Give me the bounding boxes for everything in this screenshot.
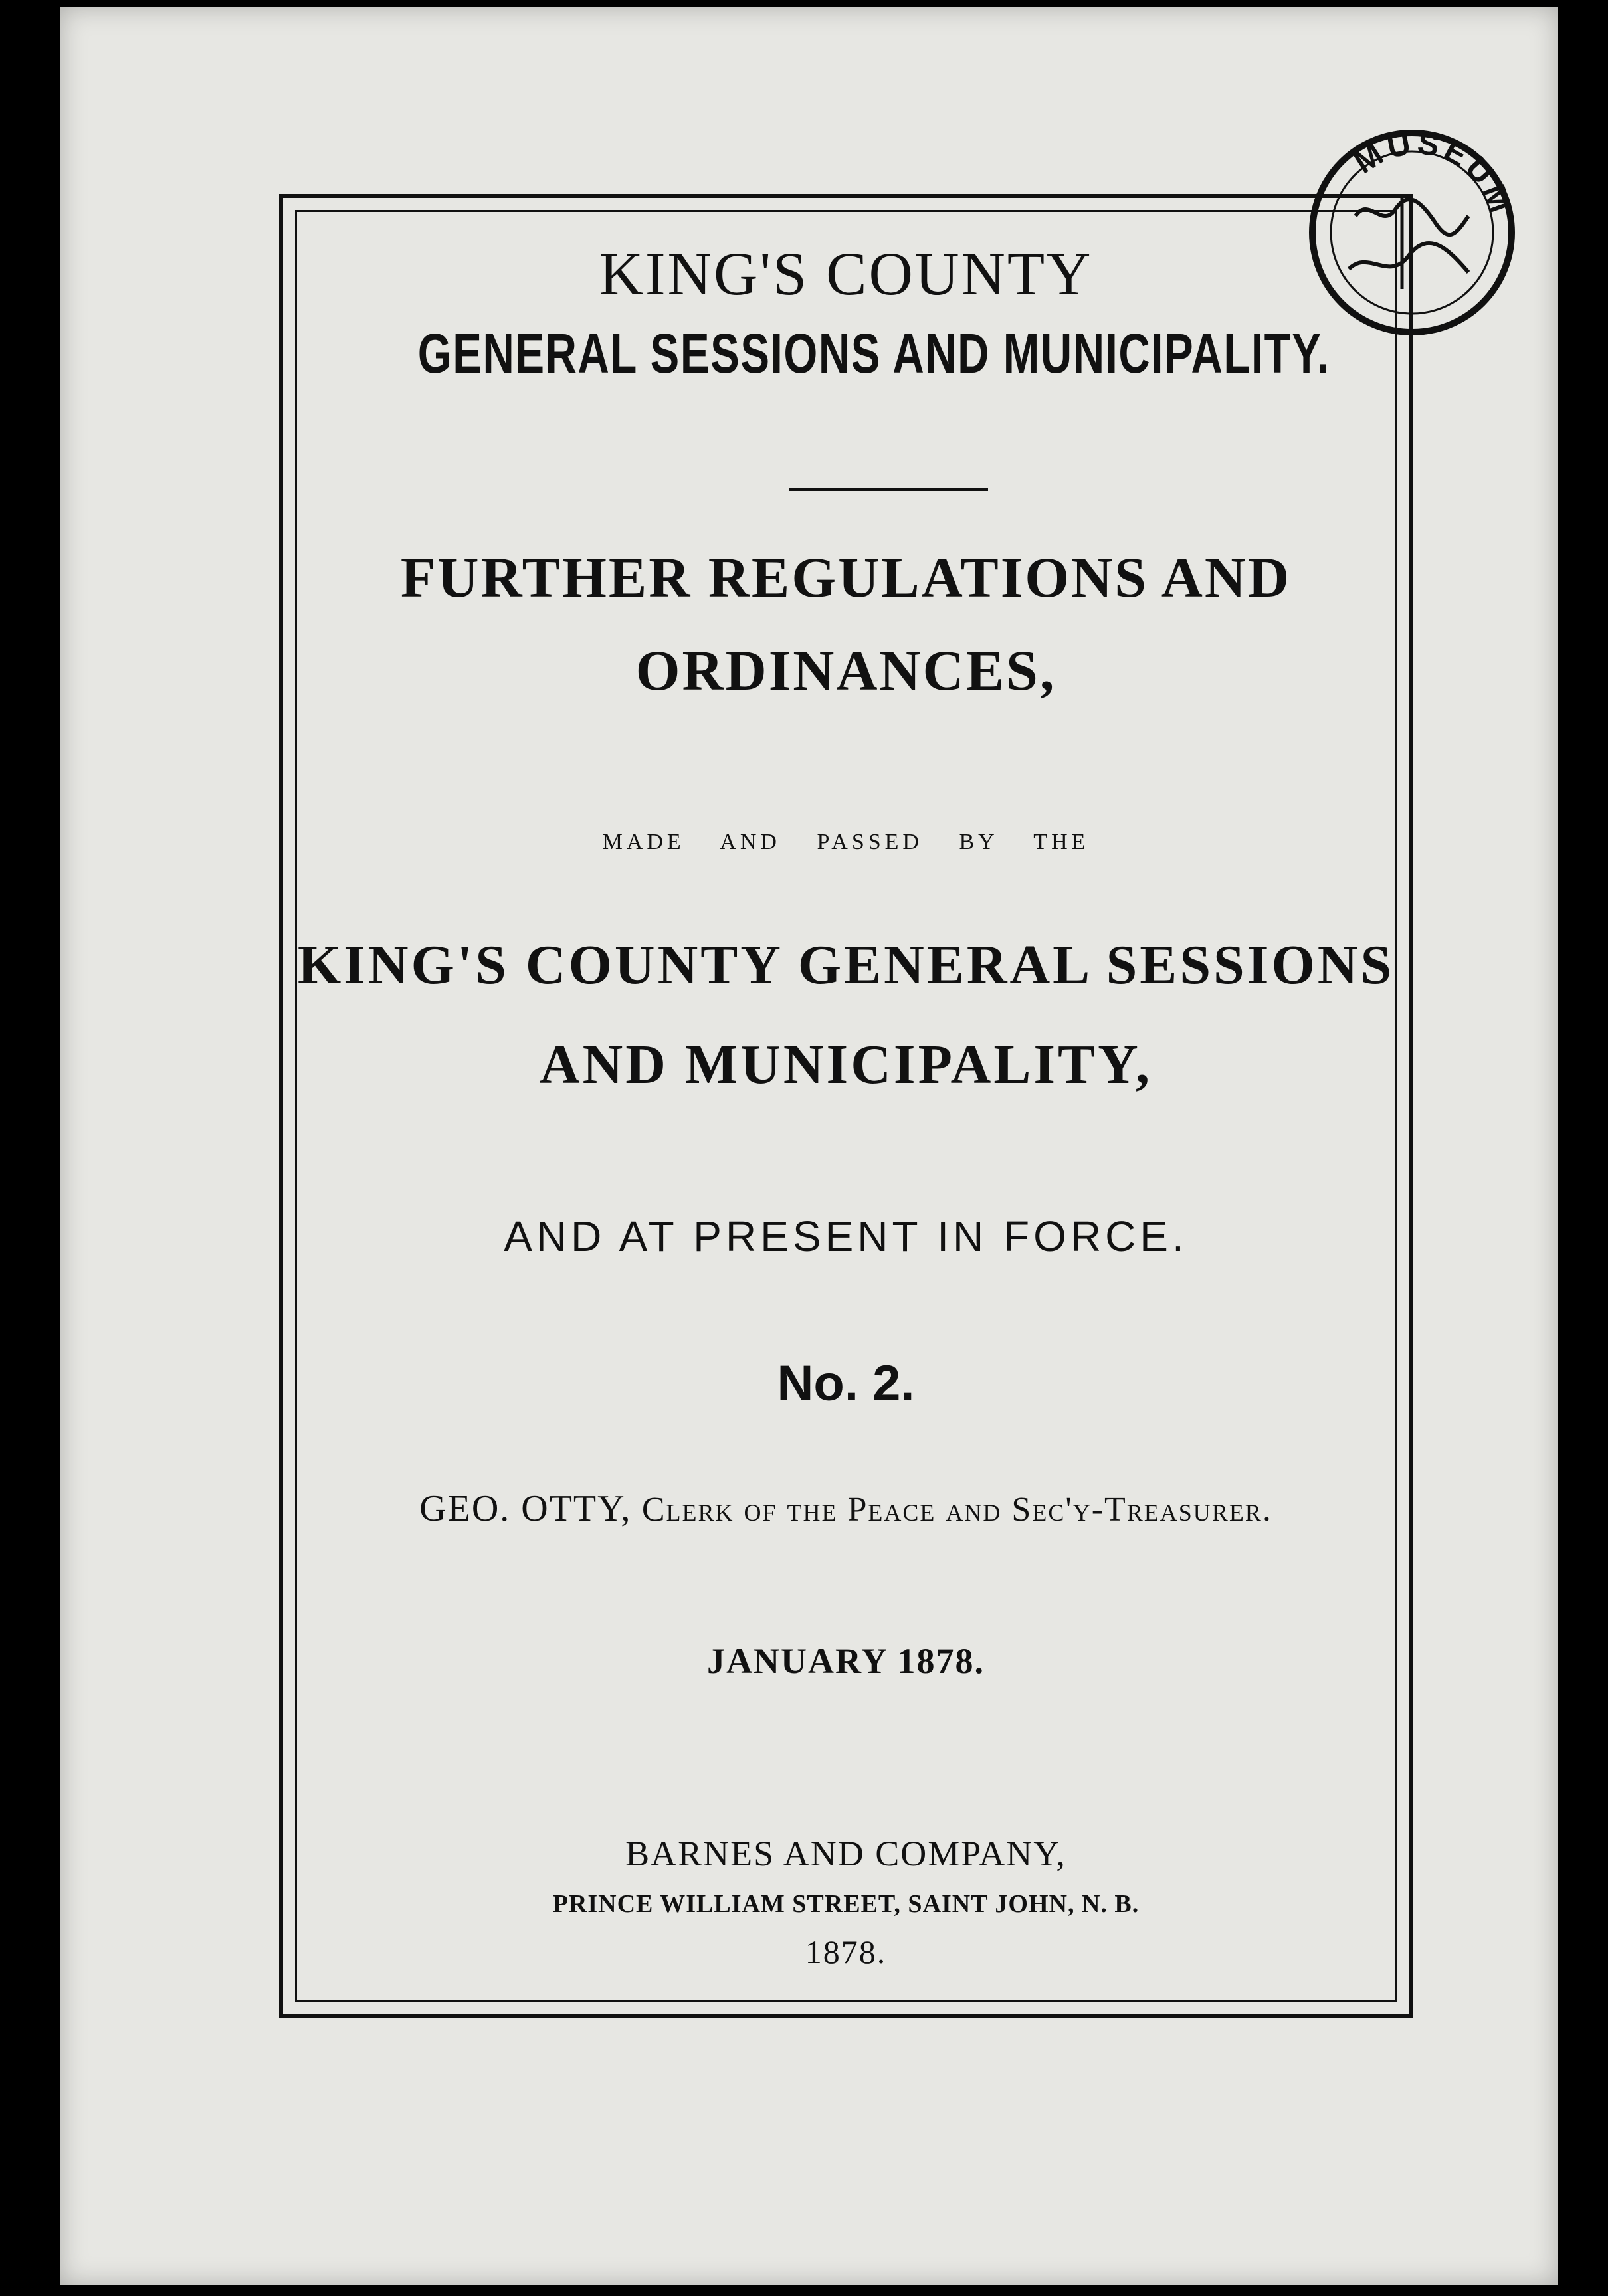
stamp-handwriting: July 16 1934 (1412, 322, 1416, 323)
page-border-inner (295, 210, 1397, 2002)
stamp-label: MUSEUM (1348, 126, 1520, 221)
page-border (279, 194, 1413, 2018)
clerk-name: GEO. OTTY, (419, 1488, 632, 1529)
title-kings-county: KING'S COUNTY (599, 240, 1093, 308)
clerk-line (297, 1487, 1395, 1530)
publisher-address: PRINCE WILLIAM STREET, SAINT JOHN, N. B. (552, 1890, 1140, 1918)
document-page (60, 7, 1558, 2285)
heading-further-regulations: FURTHER REGULATIONS AND (400, 545, 1292, 609)
made-passed-text: MADE AND PASSED BY THE (602, 830, 1090, 854)
divider-rule (789, 488, 988, 491)
in-force-text: AND AT PRESENT IN FORCE. (504, 1212, 1188, 1260)
body-and-municipality: AND MUNICIPALITY, (539, 1034, 1153, 1096)
museum-stamp (1302, 123, 1522, 342)
svg-text:MUSEUM (1348, 126, 1519, 221)
publication-year: 1878. (805, 1933, 887, 1970)
issue-date: JANUARY 1878. (706, 1641, 985, 1681)
clerk-title: Clerk of the Peace and Sec'y-Treasurer. (641, 1491, 1272, 1529)
publisher-name: BARNES AND COMPANY, (625, 1834, 1066, 1873)
body-kings-county-sessions: KING'S COUNTY GENERAL SESSIONS (297, 934, 1395, 996)
issue-number: No. 2. (777, 1355, 915, 1412)
heading-ordinances: ORDINANCES, (635, 638, 1056, 702)
title-general-sessions: GENERAL SESSIONS AND MUNICIPALITY. (417, 322, 1331, 385)
